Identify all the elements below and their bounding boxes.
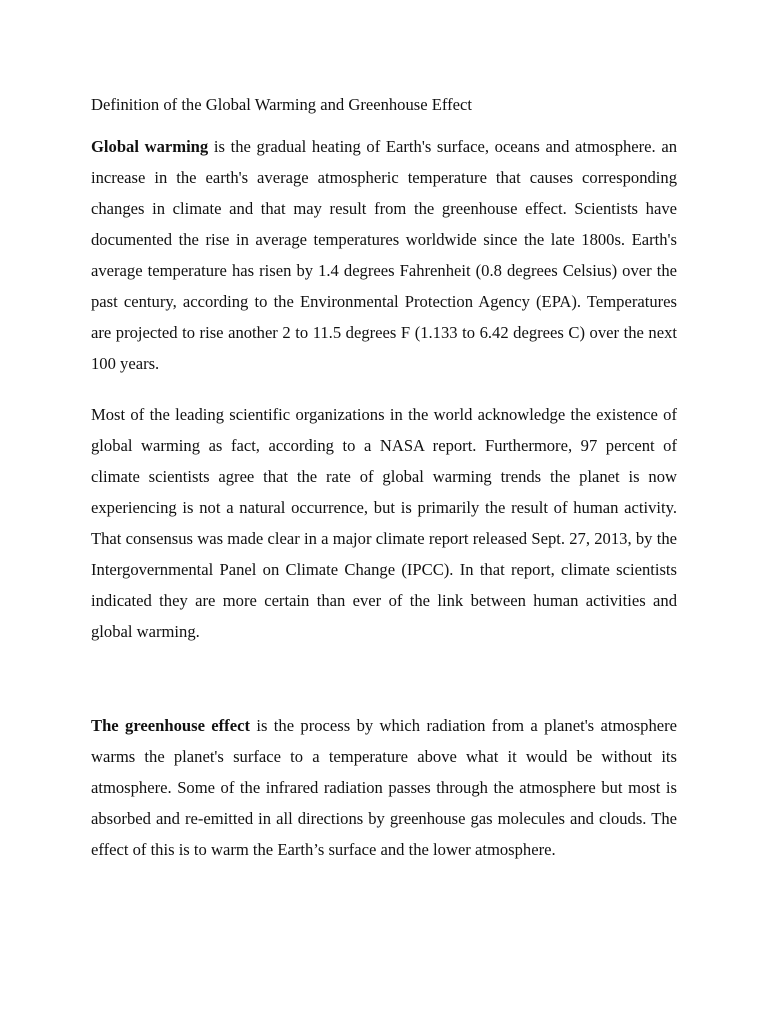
paragraph-scientific-consensus — [91, 399, 677, 647]
document-heading: Definition of the Global Warming and Greenhouse Effect — [91, 95, 472, 114]
paragraph-text: is the process by which radiation from a planet's atmosphere warms the planet's surface to a temperature above what it would be without its atmosphere. Some of the infrared radiation passes through the atmosphere but most is absorbed and re-emitted in all directions by greenhouse gas molecules and clouds. The effect of this is to warm the Earth’s surface and the lower atmosphere. — [91, 716, 677, 859]
term-global-warming: Global warming — [91, 137, 209, 156]
paragraph-text: is the gradual heating of Earth's surface, oceans and atmosphere. an increase in the earth's average atmospheric temperature that causes corresponding changes in climate and that may result from the greenhouse effect. Scientists have documented the rise in average temperatures worldwide since the late 1800s. Earth's average temperature has risen by 1.4 degrees Fahrenheit (0.8 degrees Celsius) over the past century, according to the Environmental Protection Agency (EPA). Temperatures are projected to rise another 2 to 11.5 degrees F (1.133 to 6.42 degrees C) over the next 100 years. — [91, 137, 678, 373]
paragraph-text: Most of the leading scientific organizations in the world acknowledge the existence of global warming as fact, according to a NASA report. Furthermore, 97 percent of climate scientists agree that the rate of global warming trends the planet is now experiencing is not a natural occurrence, but is primarily the result of human activity. That consensus was made clear in a major climate report released Sept. 27, 2013, by the Intergovernmental Panel on Climate Change (IPCC). In that report, climate scientists indicated they are more certain than ever of the link between human activities and global warming. — [91, 405, 677, 641]
paragraph-global-warming — [91, 131, 677, 379]
term-greenhouse-effect: The greenhouse effect — [91, 716, 250, 735]
paragraph-greenhouse-effect — [91, 710, 677, 865]
